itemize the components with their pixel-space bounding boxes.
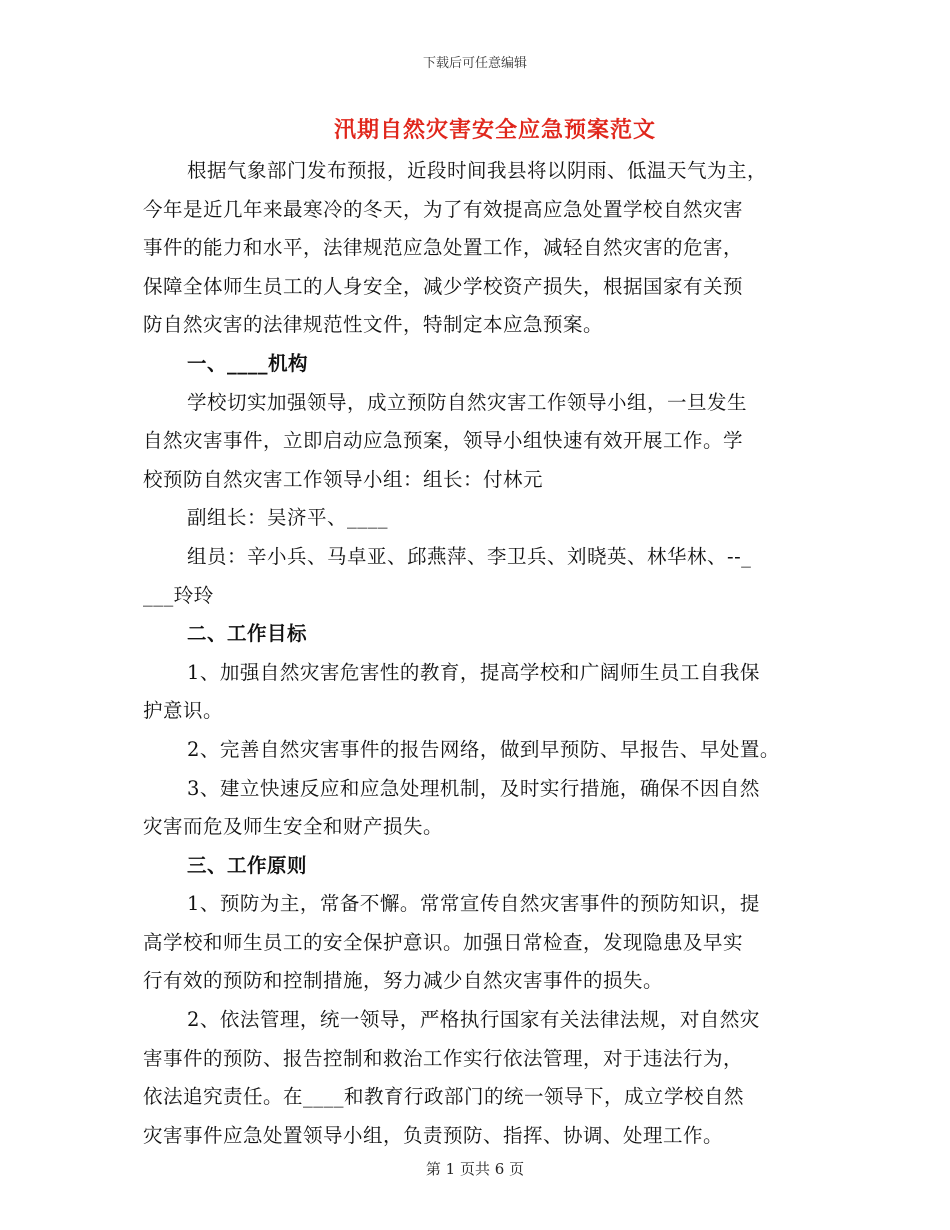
header-note: 下载后可任意编辑 xyxy=(422,56,527,71)
body-text-line: 校预防自然灾害工作领导小组：组长：付林元 xyxy=(143,467,544,491)
body-text-line: 2、依法管理，统一领导，严格执行国家有关法律法规，对自然灾 xyxy=(187,1008,760,1032)
body-text-line: 学校切实加强领导，成立预防自然灾害工作领导小组，一旦发生 xyxy=(187,390,748,414)
body-text-line: 灾害而危及师生安全和财产损失。 xyxy=(143,815,444,839)
section-heading: 二、工作目标 xyxy=(187,622,308,646)
section-heading: 一、____机构 xyxy=(187,351,309,375)
body-text-line: 防自然灾害的法律规范性文件，特制定本应急预案。 xyxy=(143,313,604,337)
section-heading: 三、工作原则 xyxy=(187,853,308,877)
document-body xyxy=(143,152,813,1155)
body-text-line: 保障全体师生员工的人身安全，减少学校资产损失，根据国家有关预 xyxy=(143,274,744,298)
document-title: 汛期自然灾害安全应急预案范文 xyxy=(333,118,656,143)
body-text-line: 护意识。 xyxy=(143,699,224,723)
body-text-line: 3、建立快速反应和应急处理机制，及时实行措施，确保不因自然 xyxy=(187,776,760,800)
body-text-line: 根据气象部门发布预报，近段时间我县将以阴雨、低温天气为主， xyxy=(187,159,768,182)
body-text-line: 副组长：吴济平、____ xyxy=(187,506,389,530)
page-footer: 第 1 页共 6 页 xyxy=(425,1160,525,1178)
body-text-line: 害事件的预防、报告控制和救治工作实行依法管理，对于违法行为， xyxy=(143,1046,744,1070)
body-text-line: 事件的能力和水平，法律规范应急处置工作，减轻自然灾害的危害， xyxy=(143,236,744,260)
body-text-line: 自然灾害事件，立即启动应急预案，领导小组快速有效开展工作。学 xyxy=(143,429,744,453)
body-text-line: 1、预防为主，常备不懈。常常宣传自然灾害事件的预防知识，提 xyxy=(187,892,760,916)
body-text-line: 灾害事件应急处置领导小组，负责预防、指挥、协调、处理工作。 xyxy=(143,1123,724,1147)
body-text-line: 组员：辛小兵、马卓亚、邱燕萍、李卫兵、刘晓英、林华林、--_ xyxy=(187,544,752,568)
body-text-line: 行有效的预防和控制措施，努力减少自然灾害事件的损失。 xyxy=(143,969,664,993)
body-text-line: 2、完善自然灾害事件的报告网络，做到早预防、早报告、早处置。 xyxy=(187,737,780,761)
body-text-line: 1、加强自然灾害危害性的教育，提高学校和广阔师生员工自我保 xyxy=(187,660,760,684)
body-text-line: 今年是近几年来最寒冷的冬天，为了有效提高应急处置学校自然灾害 xyxy=(143,197,744,221)
body-text-line: ___玲玲 xyxy=(143,583,214,607)
body-text-line: 依法追究责任。在____和教育行政部门的统一领导下，成立学校自然 xyxy=(143,1085,745,1109)
body-text-line: 高学校和师生员工的安全保护意识。加强日常检查，发现隐患及早实 xyxy=(143,930,744,954)
